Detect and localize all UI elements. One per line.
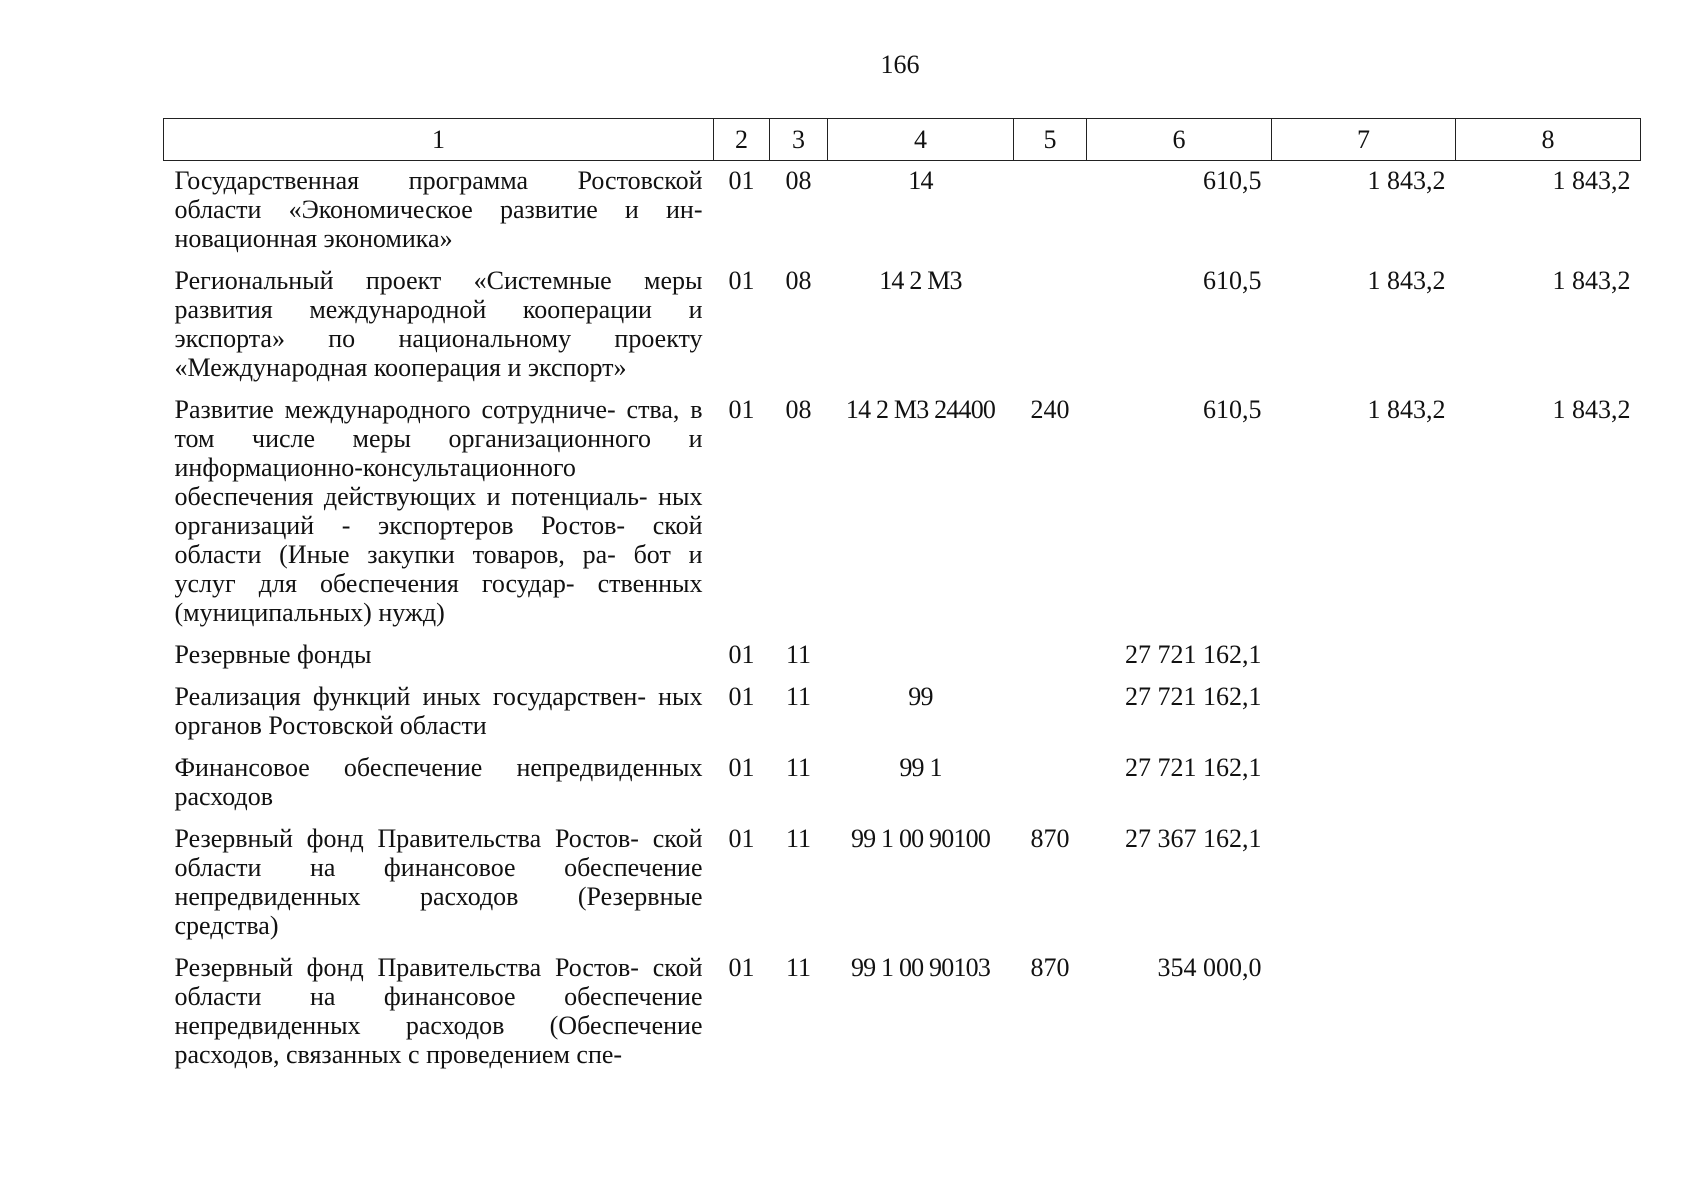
- description-line: бот и услуг для обеспечения государ-: [174, 540, 703, 598]
- target-article-code: 99: [908, 682, 933, 711]
- description-line: Развитие международного сотрудниче-: [174, 395, 616, 424]
- column-number-header-row: [164, 119, 1641, 161]
- amount-col-7: 1 843,2: [1367, 166, 1446, 195]
- amount-col-8: 1 843,2: [1552, 395, 1631, 424]
- amount-col-6: 610,5: [1203, 395, 1262, 424]
- description-line: области «Экономическое развитие и ин-: [174, 195, 703, 224]
- amount-col-7: [1272, 635, 1456, 677]
- column-header-4: 4: [828, 119, 1014, 161]
- subsection-code: 08: [785, 166, 812, 195]
- description-line: ных организаций - экспортеров Ростов-: [174, 482, 703, 540]
- description-line: непредвиденных расходов (Резервные: [174, 882, 703, 911]
- description-line: расходов: [174, 782, 274, 811]
- section-code: 01: [728, 166, 755, 195]
- column-header-6: 6: [1087, 119, 1272, 161]
- row-description: [164, 390, 714, 635]
- subsection-code: 11: [785, 682, 812, 711]
- description-line: средства): [174, 911, 279, 940]
- description-line: ственных (муниципальных) нужд): [174, 569, 703, 627]
- description-line: Резервный фонд Правительства Ростов-: [174, 824, 639, 853]
- description-line: Финансовое обеспечение непредвиденных: [174, 753, 703, 782]
- expense-type-code: 870: [1030, 824, 1070, 853]
- section-code: 01: [728, 682, 755, 711]
- amount-col-8: [1456, 677, 1641, 748]
- subsection-code: 11: [785, 824, 812, 853]
- expense-type-code: [1014, 161, 1087, 262]
- amount-col-8: 1 843,2: [1552, 266, 1631, 295]
- section-code: 01: [728, 953, 755, 982]
- row-description: [164, 748, 714, 819]
- description-line: Резервный фонд Правительства Ростов-: [174, 953, 639, 982]
- table-row: [164, 748, 1641, 819]
- amount-col-7: [1272, 748, 1456, 819]
- row-description: [164, 161, 714, 262]
- amount-col-7: 1 843,2: [1367, 395, 1446, 424]
- row-description: [164, 261, 714, 390]
- table-row: [164, 677, 1641, 748]
- description-line: ской области на финансовое обеспечение: [174, 953, 703, 1011]
- amount-col-6: 27 367 162,1: [1125, 824, 1262, 853]
- amount-col-6: 27 721 162,1: [1125, 640, 1262, 669]
- amount-col-7: [1272, 948, 1456, 1077]
- target-article-code: 99 1 00 90103: [850, 953, 991, 982]
- expense-type-code: [1014, 748, 1087, 819]
- amount-col-6: 610,5: [1203, 166, 1262, 195]
- description-line: Государственная программа Ростовской: [174, 166, 703, 195]
- description-line: обеспечения действующих и потенциаль-: [174, 482, 648, 511]
- amount-col-6: 27 721 162,1: [1125, 753, 1262, 782]
- expense-type-code: 870: [1030, 953, 1070, 982]
- subsection-code: 08: [785, 266, 812, 295]
- amount-col-6: 27 721 162,1: [1125, 682, 1262, 711]
- expense-type-code: [1014, 261, 1087, 390]
- section-code: 01: [728, 824, 755, 853]
- amount-col-7: [1272, 677, 1456, 748]
- table-row: [164, 948, 1641, 1077]
- expense-type-code: [1014, 635, 1087, 677]
- description-line: новационная экономика»: [174, 224, 453, 253]
- target-article-code: [828, 635, 1014, 677]
- target-article-code: 14: [908, 166, 933, 195]
- subsection-code: 11: [785, 753, 812, 782]
- target-article-code: 99 1 00 90100: [850, 824, 991, 853]
- description-line: Резервные фонды: [174, 640, 372, 669]
- description-line: и информационно-консультационного: [174, 424, 703, 482]
- table-row: [164, 390, 1641, 635]
- amount-col-7: 1 843,2: [1367, 266, 1446, 295]
- column-header-5: 5: [1014, 119, 1087, 161]
- expense-type-code: [1014, 677, 1087, 748]
- row-description: [164, 819, 714, 948]
- column-header-3: 3: [770, 119, 828, 161]
- amount-col-8: [1456, 635, 1641, 677]
- description-line: Региональный проект «Системные меры: [174, 266, 703, 295]
- description-line: «Международная кооперация и экспорт»: [174, 353, 627, 382]
- section-code: 01: [728, 266, 755, 295]
- column-header-7: 7: [1272, 119, 1456, 161]
- table-row: [164, 161, 1641, 262]
- description-line: развития международной кооперации и: [174, 295, 703, 324]
- table-row: [164, 635, 1641, 677]
- page-number: 166: [880, 50, 920, 79]
- row-description: [164, 948, 714, 1077]
- section-code: 01: [728, 753, 755, 782]
- description-line: расходов, связанных с проведением спе-: [174, 1040, 623, 1069]
- description-line: экспорта» по национальному проекту: [174, 324, 703, 353]
- description-line: ской области на финансовое обеспечение: [174, 824, 703, 882]
- column-header-2: 2: [714, 119, 770, 161]
- amount-col-7: [1272, 819, 1456, 948]
- subsection-code: 08: [785, 395, 812, 424]
- expense-type-code: 240: [1030, 395, 1070, 424]
- column-header-1: 1: [164, 119, 714, 161]
- subsection-code: 11: [785, 953, 812, 982]
- column-header-8: 8: [1456, 119, 1641, 161]
- subsection-code: 11: [785, 640, 812, 669]
- row-description: [164, 677, 714, 748]
- amount-col-8: [1456, 948, 1641, 1077]
- amount-col-8: [1456, 748, 1641, 819]
- description-line: ской области (Иные закупки товаров, ра-: [174, 511, 703, 569]
- table-row: [164, 819, 1641, 948]
- description-line: Реализация функций иных государствен-: [174, 682, 646, 711]
- description-line: ных органов Ростовской области: [174, 682, 703, 740]
- row-description: [164, 635, 714, 677]
- target-article-code: 99 1: [899, 753, 942, 782]
- table-body: [164, 161, 1641, 1078]
- target-article-code: 14 2 M3: [879, 266, 962, 295]
- amount-col-8: 1 843,2: [1552, 166, 1631, 195]
- table-row: [164, 261, 1641, 390]
- target-article-code: 14 2 M3 24400: [845, 395, 996, 424]
- section-code: 01: [728, 640, 755, 669]
- amount-col-8: [1456, 819, 1641, 948]
- amount-col-6: 354 000,0: [1157, 953, 1262, 982]
- amount-col-6: 610,5: [1203, 266, 1262, 295]
- description-line: непредвиденных расходов (Обеспечение: [174, 1011, 703, 1040]
- budget-table: [163, 118, 1641, 1077]
- description-line: ства, в том числе меры организационного: [174, 395, 703, 453]
- section-code: 01: [728, 395, 755, 424]
